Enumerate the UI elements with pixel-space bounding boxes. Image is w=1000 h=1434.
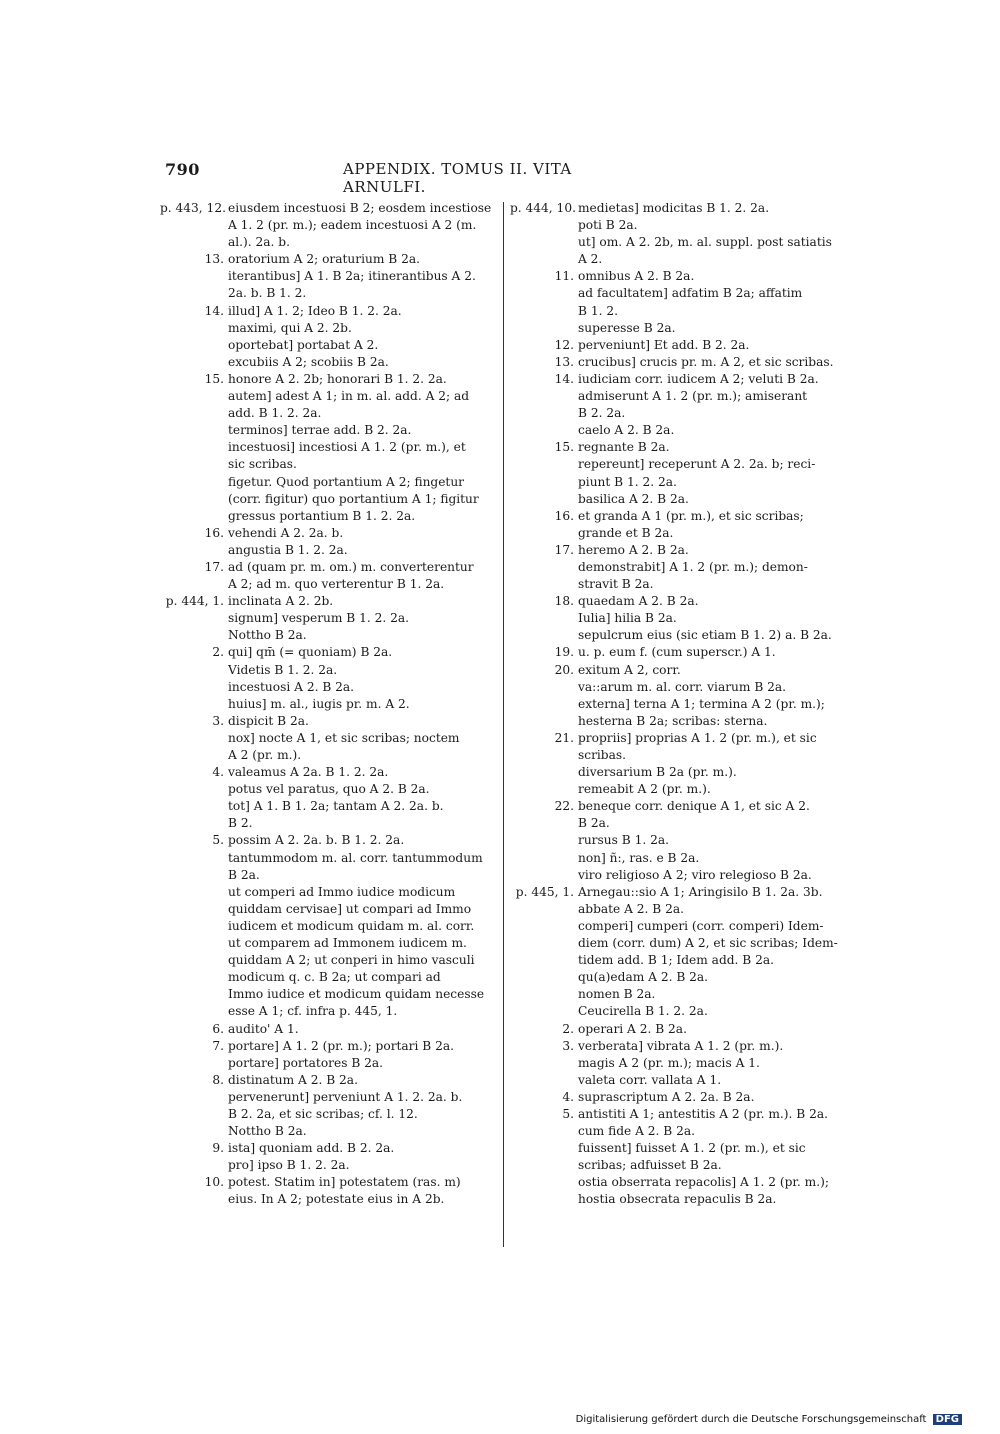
apparatus-line: va::arum m. al. corr. viarum B 2a. xyxy=(578,679,787,694)
apparatus-line: B 2a. xyxy=(578,816,610,831)
apparatus-entry xyxy=(160,559,500,593)
line-reference: 16. xyxy=(554,508,574,523)
apparatus-line: diem (corr. dum) A 2, et sic scribas; Idem- xyxy=(578,936,838,951)
line-reference: 20. xyxy=(554,662,574,677)
apparatus-entry xyxy=(160,713,500,764)
apparatus-line: et granda A 1 (pr. m.), et sic scribas; xyxy=(578,508,804,523)
apparatus-line: potus vel paratus, quo A 2. B 2a. xyxy=(228,782,430,797)
apparatus-line: comperi] cumperi (corr. comperi) Idem- xyxy=(578,918,824,933)
line-reference: 9. xyxy=(212,1141,224,1156)
left-column xyxy=(160,200,500,1209)
apparatus-entry xyxy=(160,1140,500,1174)
apparatus-line: non] ñ:, ras. e B 2a. xyxy=(578,850,700,865)
apparatus-line: inclinata A 2. 2b. xyxy=(228,594,334,609)
apparatus-entry xyxy=(160,1038,500,1072)
apparatus-line: basilica A 2. B 2a. xyxy=(578,491,689,506)
line-reference: 5. xyxy=(562,1106,574,1121)
apparatus-line: fuissent] fuisset A 1. 2 (pr. m.), et sic xyxy=(578,1141,806,1156)
apparatus-line: quiddam cervisae] ut compari ad Immo xyxy=(228,901,472,916)
line-reference: 15. xyxy=(204,371,224,386)
apparatus-line: iudiciam corr. iudicem A 2; veluti B 2a. xyxy=(578,371,819,386)
apparatus-line: demonstrabit] A 1. 2 (pr. m.); demon- xyxy=(578,559,808,574)
line-reference: 18. xyxy=(554,594,574,609)
apparatus-line: qui] qm̄ (= quoniam) B 2a. xyxy=(228,645,393,660)
apparatus-line: quaedam A 2. B 2a. xyxy=(578,594,699,609)
apparatus-line: propriis] proprias A 1. 2 (pr. m.), et sic xyxy=(578,730,817,745)
dfg-logo: DFG xyxy=(933,1414,962,1425)
apparatus-line: medietas] modicitas B 1. 2. 2a. xyxy=(578,201,770,215)
apparatus-entry xyxy=(510,337,840,354)
apparatus-line: eiusdem incestuosi B 2; eosdem incestiose xyxy=(228,201,492,215)
apparatus-line: stravit B 2a. xyxy=(578,577,654,592)
apparatus-line: al.). 2a. b. xyxy=(228,235,290,250)
apparatus-line: B 2. 2a, et sic scribas; cf. l. 12. xyxy=(228,1106,418,1121)
apparatus-entry xyxy=(510,1021,840,1038)
apparatus-line: Nottho B 2a. xyxy=(228,1124,307,1139)
apparatus-entry xyxy=(510,593,840,644)
line-reference: 19. xyxy=(554,645,574,660)
apparatus-line: qu(a)edam A 2. B 2a. xyxy=(578,970,709,985)
apparatus-line: esse A 1; cf. infra p. 445, 1. xyxy=(228,1004,398,1019)
apparatus-entry xyxy=(510,200,840,268)
apparatus-entry xyxy=(160,1021,500,1038)
line-reference: 13. xyxy=(554,354,574,369)
line-reference: 16. xyxy=(204,525,224,540)
line-reference: 17. xyxy=(204,559,224,574)
apparatus-line: B 2a. xyxy=(228,867,260,882)
apparatus-line: omnibus A 2. B 2a. xyxy=(578,269,695,284)
apparatus-entry xyxy=(160,832,500,1020)
line-reference: 2. xyxy=(562,1021,574,1036)
line-reference: 22. xyxy=(554,799,574,814)
apparatus-line: valeamus A 2a. B 1. 2. 2a. xyxy=(228,765,389,780)
apparatus-entry xyxy=(160,1072,500,1140)
apparatus-line: 2a. b. B 1. 2. xyxy=(228,286,307,301)
apparatus-line: grande et B 2a. xyxy=(578,525,674,540)
apparatus-line: beneque corr. denique A 1, et sic A 2. xyxy=(578,799,810,814)
apparatus-entry xyxy=(160,525,500,559)
apparatus-line: scribas. xyxy=(578,748,627,762)
page-number: 790 xyxy=(165,160,200,179)
apparatus-line: nox] nocte A 1, et sic scribas; noctem xyxy=(228,730,460,745)
apparatus-line: A 1. 2 (pr. m.); eadem incestuosi A 2 (m. xyxy=(228,218,477,233)
apparatus-line: Nottho B 2a. xyxy=(228,628,307,643)
apparatus-entry xyxy=(510,1089,840,1106)
apparatus-line: sic scribas. xyxy=(228,457,297,472)
apparatus-line: valeta corr. vallata A 1. xyxy=(578,1072,722,1087)
page-header xyxy=(165,160,650,196)
apparatus-line: figetur. Quod portantium A 2; fingetur xyxy=(228,474,465,489)
line-reference: 21. xyxy=(554,730,574,745)
apparatus-line: angustia B 1. 2. 2a. xyxy=(228,542,348,557)
apparatus-line: piunt B 1. 2. 2a. xyxy=(578,474,677,489)
line-reference: 4. xyxy=(212,765,224,780)
apparatus-entry xyxy=(510,644,840,661)
apparatus-line: cum fide A 2. B 2a. xyxy=(578,1124,696,1139)
apparatus-line: Arnegau::sio A 1; Aringisilo B 1. 2a. 3b. xyxy=(578,884,823,899)
apparatus-line: ad (quam pr. m. om.) m. converterentur xyxy=(228,559,474,574)
apparatus-entry xyxy=(510,884,840,1021)
apparatus-line: diversarium B 2a (pr. m.). xyxy=(578,765,737,780)
apparatus-line: crucibus] crucis pr. m. A 2, et sic scribas. xyxy=(578,354,834,369)
line-reference: 4. xyxy=(562,1089,574,1104)
apparatus-entry xyxy=(510,439,840,507)
apparatus-line: dispicit B 2a. xyxy=(228,713,309,728)
apparatus-line: rursus B 1. 2a. xyxy=(578,833,669,848)
apparatus-line: potest. Statim in] potestatem (ras. m) xyxy=(228,1175,461,1190)
apparatus-line: signum] vesperum B 1. 2. 2a. xyxy=(228,611,410,626)
apparatus-line: hesterna B 2a; scribas: sterna. xyxy=(578,713,768,728)
apparatus-line: incestuosi A 2. B 2a. xyxy=(228,679,355,694)
apparatus-line: heremo A 2. B 2a. xyxy=(578,542,689,557)
line-reference: p. 445, 1. xyxy=(515,884,574,899)
apparatus-entry xyxy=(510,371,840,439)
apparatus-entry xyxy=(510,542,840,593)
apparatus-line: abbate A 2. B 2a. xyxy=(578,901,685,916)
apparatus-line: magis A 2 (pr. m.); macis A 1. xyxy=(578,1055,760,1070)
line-reference: 14. xyxy=(204,303,224,318)
apparatus-line: portare] portatores B 2a. xyxy=(228,1055,384,1070)
apparatus-line: eius. In A 2; potestate eius in A 2b. xyxy=(228,1192,445,1207)
apparatus-line: caelo A 2. B 2a. xyxy=(578,423,675,438)
line-reference: 7. xyxy=(212,1038,224,1053)
apparatus-line: remeabit A 2 (pr. m.). xyxy=(578,782,711,797)
apparatus-line: nomen B 2a. xyxy=(578,987,656,1002)
apparatus-line: externa] terna A 1; termina A 2 (pr. m.); xyxy=(578,696,825,711)
apparatus-line: regnante B 2a. xyxy=(578,440,670,455)
apparatus-line: antistiti A 1; antestitis A 2 (pr. m.). B 2a. xyxy=(578,1106,828,1121)
apparatus-line: add. B 1. 2. 2a. xyxy=(228,406,322,421)
apparatus-line: A 2; ad m. quo verterentur B 1. 2a. xyxy=(228,577,445,592)
line-reference: p. 443, 12. xyxy=(160,201,226,215)
line-reference: 10. xyxy=(204,1175,224,1190)
footer-text: Digitalisierung gefördert durch die Deutsche Forschungsgemeinschaft xyxy=(575,1414,927,1425)
apparatus-line: u. p. eum f. (cum superscr.) A 1. xyxy=(578,645,776,660)
apparatus-line: portare] A 1. 2 (pr. m.); portari B 2a. xyxy=(228,1038,455,1053)
apparatus-line: operari A 2. B 2a. xyxy=(578,1021,687,1036)
apparatus-entry xyxy=(510,354,840,371)
apparatus-entry xyxy=(510,1038,840,1089)
apparatus-line: illud] A 1. 2; Ideo B 1. 2. 2a. xyxy=(228,303,402,318)
line-reference: 12. xyxy=(554,337,574,352)
apparatus-entry xyxy=(160,200,500,251)
apparatus-line: ista] quoniam add. B 2. 2a. xyxy=(228,1141,395,1156)
apparatus-entry xyxy=(160,764,500,832)
line-reference: 13. xyxy=(204,252,224,267)
apparatus-line: tidem add. B 1; Idem add. B 2a. xyxy=(578,953,775,968)
line-reference: 5. xyxy=(212,833,224,848)
apparatus-line: suprascriptum A 2. 2a. B 2a. xyxy=(578,1089,755,1104)
apparatus-line: incestuosi] incestiosi A 1. 2 (pr. m.), et xyxy=(228,440,466,455)
right-column xyxy=(510,200,840,1209)
apparatus-line: modicum q. c. B 2a; ut compari ad xyxy=(228,970,441,985)
apparatus-line: ostia obserrata repacolis] A 1. 2 (pr. m.); xyxy=(578,1175,829,1190)
apparatus-line: tot] A 1. B 1. 2a; tantam A 2. 2a. b. xyxy=(228,799,444,814)
apparatus-entry xyxy=(160,371,500,525)
apparatus-line: hostia obsecrata repaculis B 2a. xyxy=(578,1192,777,1207)
apparatus-line: iudicem et modicum quidam m. al. corr. xyxy=(228,918,475,933)
apparatus-line: Iulia] hilia B 2a. xyxy=(578,611,677,626)
line-reference: 3. xyxy=(562,1038,574,1053)
apparatus-line: possim A 2. 2a. b. B 1. 2. 2a. xyxy=(228,833,405,848)
line-reference: p. 444, 10. xyxy=(510,201,576,215)
apparatus-line: maximi, qui A 2. 2b. xyxy=(228,320,352,335)
line-reference: 11. xyxy=(554,269,574,284)
apparatus-line: honore A 2. 2b; honorari B 1. 2. 2a. xyxy=(228,371,447,386)
footer-credit xyxy=(576,1414,962,1425)
apparatus-line: audito' A 1. xyxy=(228,1021,299,1036)
apparatus-entry xyxy=(160,593,500,644)
line-reference: 17. xyxy=(554,542,574,557)
apparatus-line: Immo iudice et modicum quidam necesse xyxy=(228,987,485,1002)
column-divider xyxy=(503,202,504,1247)
apparatus-line: B 2. xyxy=(228,816,253,831)
apparatus-entry xyxy=(510,730,840,798)
apparatus-line: excubiis A 2; scobiis B 2a. xyxy=(228,354,389,369)
apparatus-line: terminos] terrae add. B 2. 2a. xyxy=(228,423,412,438)
apparatus-entry xyxy=(510,798,840,883)
apparatus-line: oratorium A 2; oraturium B 2a. xyxy=(228,252,420,267)
line-reference: p. 444, 1. xyxy=(165,594,224,609)
apparatus-line: B 1. 2. xyxy=(578,303,618,318)
apparatus-line: perveniunt] Et add. B 2. 2a. xyxy=(578,337,750,352)
apparatus-line: pro] ipso B 1. 2. 2a. xyxy=(228,1158,350,1173)
apparatus-entry xyxy=(160,1174,500,1208)
apparatus-line: ut comparem ad Immonem iudicem m. xyxy=(228,936,467,951)
apparatus-line: scribas; adfuisset B 2a. xyxy=(578,1158,722,1173)
apparatus-line: Videtis B 1. 2. 2a. xyxy=(228,662,338,677)
apparatus-line: ut] om. A 2. 2b, m. al. suppl. post satiatis xyxy=(578,235,832,250)
apparatus-line: repereunt] receperunt A 2. 2a. b; reci- xyxy=(578,457,816,472)
apparatus-line: exitum A 2, corr. xyxy=(578,662,681,677)
apparatus-line: huius] m. al., iugis pr. m. A 2. xyxy=(228,696,410,711)
apparatus-line: verberata] vibrata A 1. 2 (pr. m.). xyxy=(578,1038,784,1053)
apparatus-line: viro religioso A 2; viro relegioso B 2a. xyxy=(578,867,812,882)
apparatus-line: superesse B 2a. xyxy=(578,320,676,335)
apparatus-line: vehendi A 2. 2a. b. xyxy=(228,525,344,540)
apparatus-line: poti B 2a. xyxy=(578,218,638,233)
line-reference: 14. xyxy=(554,371,574,386)
apparatus-line: A 2 (pr. m.). xyxy=(228,748,302,762)
apparatus-line: tantummodom m. al. corr. tantummodum xyxy=(228,850,483,865)
apparatus-line: A 2. xyxy=(578,252,603,267)
apparatus-entry xyxy=(160,644,500,712)
apparatus-entry xyxy=(510,268,840,336)
apparatus-entry xyxy=(160,251,500,302)
apparatus-entry xyxy=(510,508,840,542)
apparatus-entry xyxy=(510,662,840,730)
apparatus-line: (corr. figitur) quo portantium A 1; figitur xyxy=(228,491,479,506)
apparatus-line: ut comperi ad Immo iudice modicum xyxy=(228,884,456,899)
apparatus-line: autem] adest A 1; in m. al. add. A 2; ad xyxy=(228,389,470,404)
apparatus-line: sepulcrum eius (sic etiam B 1. 2) a. B 2a. xyxy=(578,628,832,643)
apparatus-line: B 2. 2a. xyxy=(578,406,626,421)
apparatus-line: gressus portantium B 1. 2. 2a. xyxy=(228,508,416,523)
apparatus-line: quiddam A 2; ut conperi in himo vasculi xyxy=(228,953,475,968)
line-reference: 2. xyxy=(212,645,224,660)
apparatus-line: pervenerunt] perveniunt A 1. 2. 2a. b. xyxy=(228,1089,463,1104)
apparatus-entry xyxy=(160,303,500,371)
line-reference: 6. xyxy=(212,1021,224,1036)
line-reference: 15. xyxy=(554,440,574,455)
apparatus-line: Ceucirella B 1. 2. 2a. xyxy=(578,1004,708,1019)
apparatus-line: iterantibus] A 1. B 2a; itinerantibus A 2. xyxy=(228,269,476,284)
line-reference: 3. xyxy=(212,713,224,728)
apparatus-line: ad facultatem] adfatim B 2a; affatim xyxy=(578,286,803,301)
line-reference: 8. xyxy=(212,1072,224,1087)
apparatus-line: admiserunt A 1. 2 (pr. m.); amiserant xyxy=(578,389,808,404)
running-title: APPENDIX. TOMUS II. VITA ARNULFI. xyxy=(343,160,572,196)
apparatus-entry xyxy=(510,1106,840,1209)
apparatus-line: distinatum A 2. B 2a. xyxy=(228,1072,358,1087)
apparatus-line: oportebat] portabat A 2. xyxy=(228,337,379,352)
